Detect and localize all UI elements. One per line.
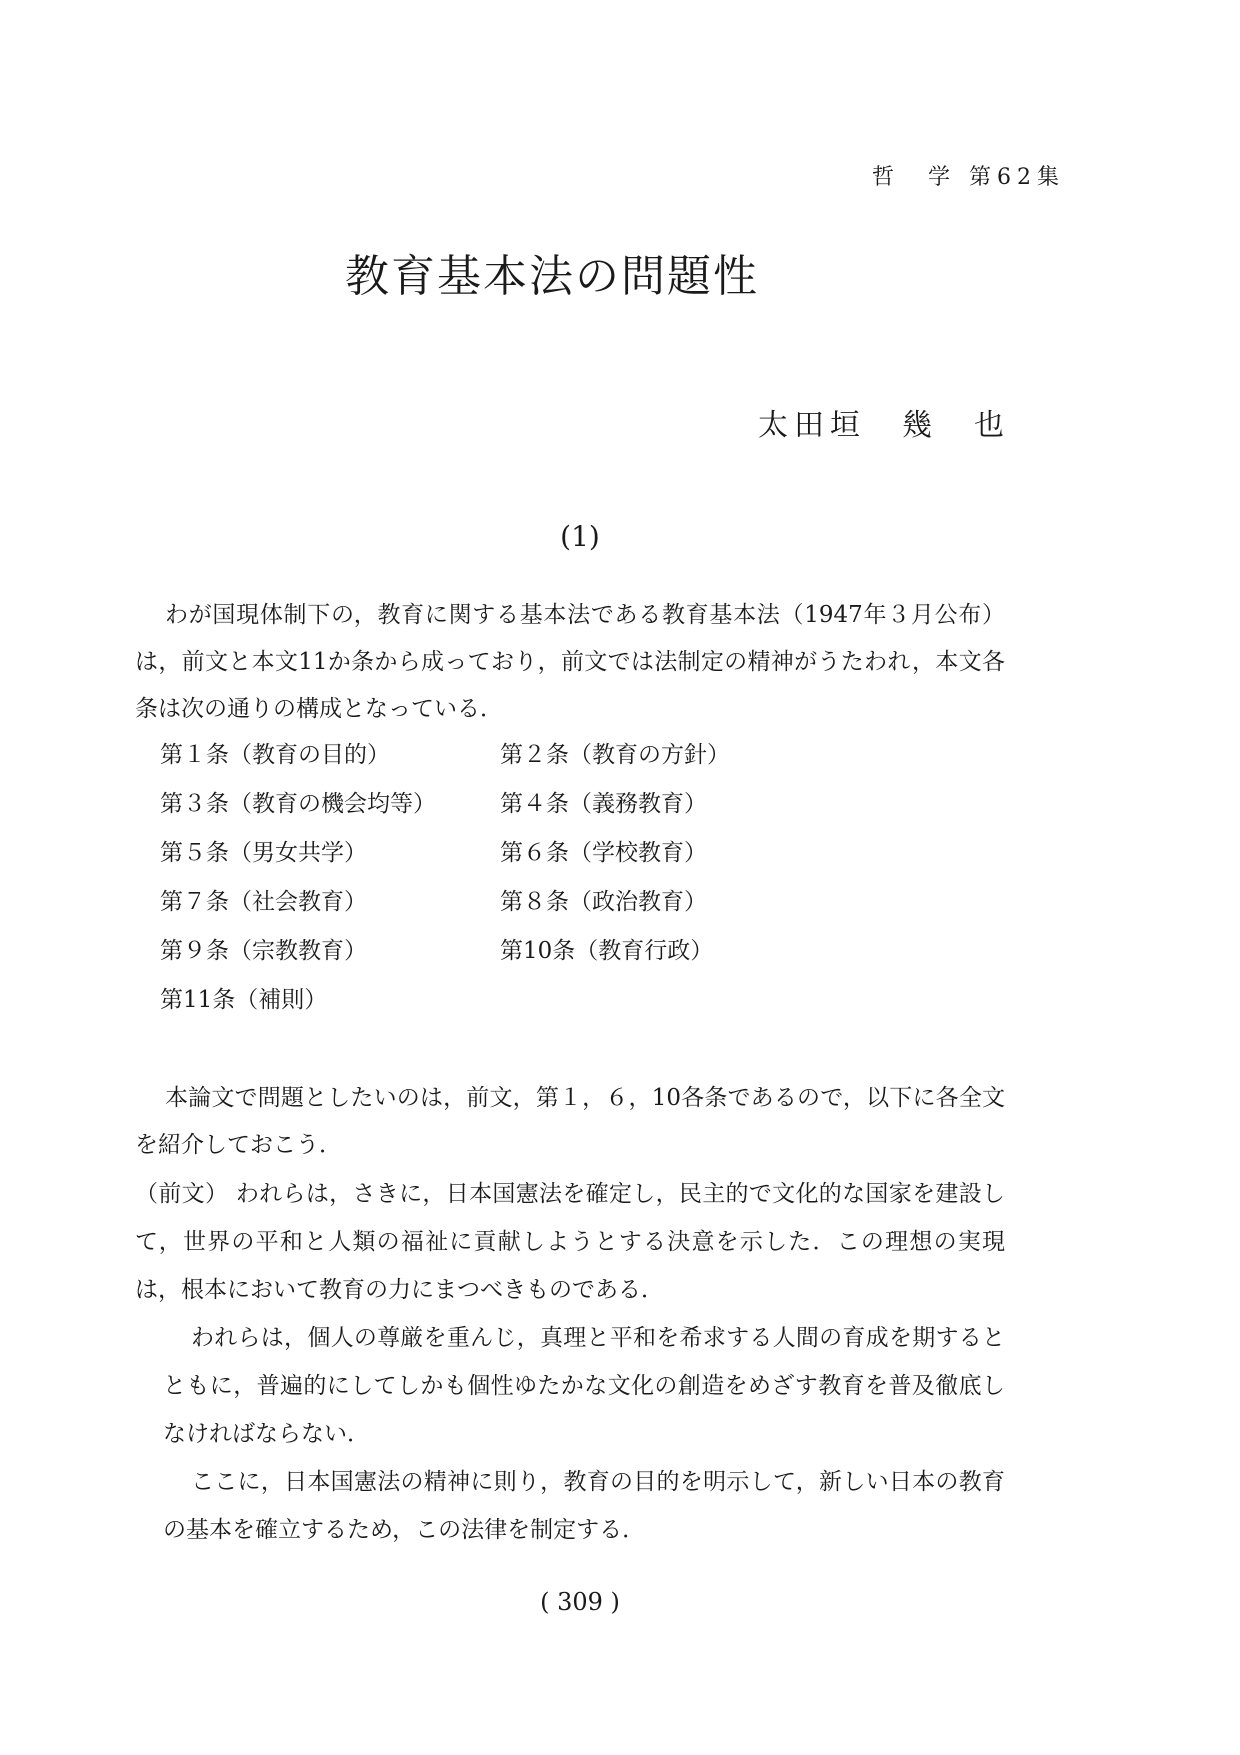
preamble-p2: われらは，個人の尊厳を重んじ，真理と平和を希求する人間の育成を期するとともに，普遍的にしてしかも個性ゆたかな文化の創造をめざす教育を普及徹底しなければならない． — [163, 1325, 1005, 1447]
article-item: 第10条（教育行政） — [500, 938, 714, 964]
preamble-p3: ここに，日本国憲法の精神に則り，教育の目的を明示して，新しい日本の教育の基本を確立するため，この法律を制定する． — [163, 1469, 1005, 1543]
article-item: 第３条（教育の機会均等） — [160, 791, 436, 817]
page-number: ( 309 ) — [540, 1588, 620, 1616]
author-name: 太田垣 幾 也 — [758, 408, 1010, 443]
article-item: 第２条（教育の方針） — [500, 742, 730, 768]
article-list — [160, 732, 860, 1026]
article-item: 第４条（義務教育） — [500, 791, 707, 817]
article-item: 第１条（教育の目的） — [160, 742, 390, 768]
preamble-label: （前文） — [135, 1181, 229, 1207]
intro-paragraph: わが国現体制下の，教育に関する基本法である教育基本法（1947年３月公布）は，前文と本文11か条から成っており，前文では法制定の精神がうたわれ，本文各条は次の通りの構成となっている． — [135, 602, 1005, 722]
paper-title: 教育基本法の問題性 — [345, 251, 759, 302]
article-item: 第11条（補則） — [160, 987, 328, 1013]
article-item: 第５条（男女共学） — [160, 840, 367, 866]
article-item: 第７条（社会教育） — [160, 889, 367, 915]
journal-header: 哲 学 第62集 — [872, 165, 1065, 190]
second-paragraph: 本論文で問題としたいのは，前文，第１，６，10各条であるので，以下に各全文を紹介しておこう． — [135, 1085, 1005, 1158]
article-item: 第９条（宗教教育） — [160, 938, 367, 964]
preamble-p1: われらは，さきに，日本国憲法を確定し，民主的で文化的な国家を建設して，世界の平和と人類の福祉に貢献しようとする決意を示した．この理想の実現は，根本において教育の力にまつべきものである． — [135, 1181, 1006, 1303]
article-item: 第６条（学校教育） — [500, 840, 707, 866]
preamble-first — [135, 1170, 1005, 1314]
section-number: (1) — [560, 520, 600, 553]
preamble-block — [135, 1170, 1005, 1554]
article-item: 第８条（政治教育） — [500, 889, 707, 915]
